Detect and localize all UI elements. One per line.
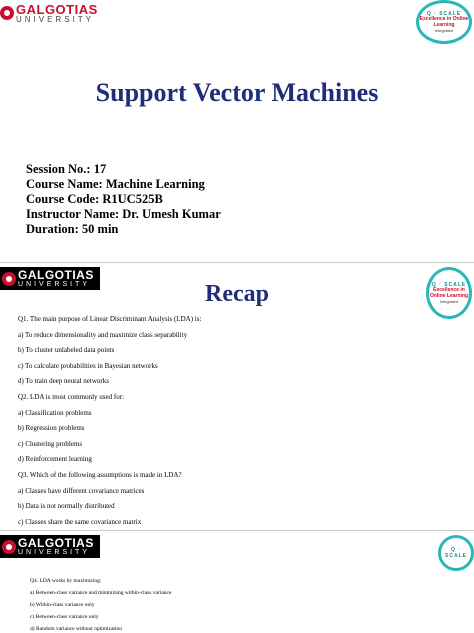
logo-emblem-icon: [0, 6, 14, 20]
session-number: Session No.: 17: [26, 162, 107, 176]
logo-line2: UNIVERSITY: [18, 281, 91, 288]
course-code: Course Code: R1UC525B: [26, 192, 163, 206]
logo-line1: GALGOTIAS: [18, 268, 94, 282]
logo-line2: UNIVERSITY: [18, 549, 91, 556]
option-line: a) Between-class variance and minimizing within-class variance: [30, 590, 172, 596]
option-line: d) To train deep neural networks: [18, 377, 109, 386]
option-line: a) Classification problems: [18, 408, 92, 417]
slide-recap: [0, 262, 474, 529]
option-line: c) To calculate probabilities in Bayesian networks: [18, 361, 158, 370]
recap-heading: Recap: [205, 281, 269, 307]
question-line: Q4. LDA works by maximizing:: [30, 578, 102, 584]
option-line: c) Classes share the same covariance matrix: [18, 517, 142, 526]
question-line: Q3. Which of the following assumptions is made in LDA?: [18, 470, 182, 479]
logo-line1: GALGOTIAS: [18, 536, 94, 550]
question-line: Q1. The main purpose of Linear Discriminant Analysis (LDA) is:: [18, 315, 202, 323]
session-info: [26, 162, 221, 237]
university-logo: [0, 0, 98, 26]
instructor-name: Instructor Name: Dr. Umesh Kumar: [26, 207, 221, 221]
option-line: b) To cluster unlabeled data points: [18, 346, 115, 355]
option-line: c) Clustering problems: [18, 439, 83, 448]
question-list: [30, 575, 171, 633]
option-line: d) Reinforcement learning: [18, 455, 92, 464]
option-line: a) To reduce dimensionality and maximize class separability: [18, 330, 188, 339]
logo-line1: GALGOTIAS: [16, 1, 98, 17]
slide-title-heading: Support Vector Machines: [95, 78, 379, 107]
course-name: Course Name: Machine Learning: [26, 177, 205, 191]
option-line: d) Random variance without optimization: [30, 626, 122, 632]
option-line: c) Between-class variance only: [30, 614, 99, 620]
duration: Duration: 50 min: [26, 222, 119, 236]
logo-emblem-icon: [2, 540, 16, 554]
option-line: a) Classes have different covariance matrices: [18, 486, 145, 495]
question-line: Q2. LDA is most commonly used for:: [18, 392, 124, 401]
logo-line2: UNIVERSITY: [16, 14, 95, 24]
slide-questions: [0, 530, 474, 633]
option-line: b) Regression problems: [18, 424, 85, 433]
university-logo: [0, 535, 100, 558]
option-line: b) Data is not normally distributed: [18, 502, 115, 511]
slide-title: [0, 0, 474, 256]
qs-badge-icon: Q · SCALE: [438, 535, 474, 571]
recap-questions: [18, 312, 201, 529]
qs-badge-icon: Q · SCALE Excellence in Online Learning Integrated: [426, 267, 472, 319]
qs-badge-icon: Q · SCALE Excellence in Online Learning Integrated: [416, 0, 472, 44]
option-line: b) Within-class variance only: [30, 602, 95, 608]
